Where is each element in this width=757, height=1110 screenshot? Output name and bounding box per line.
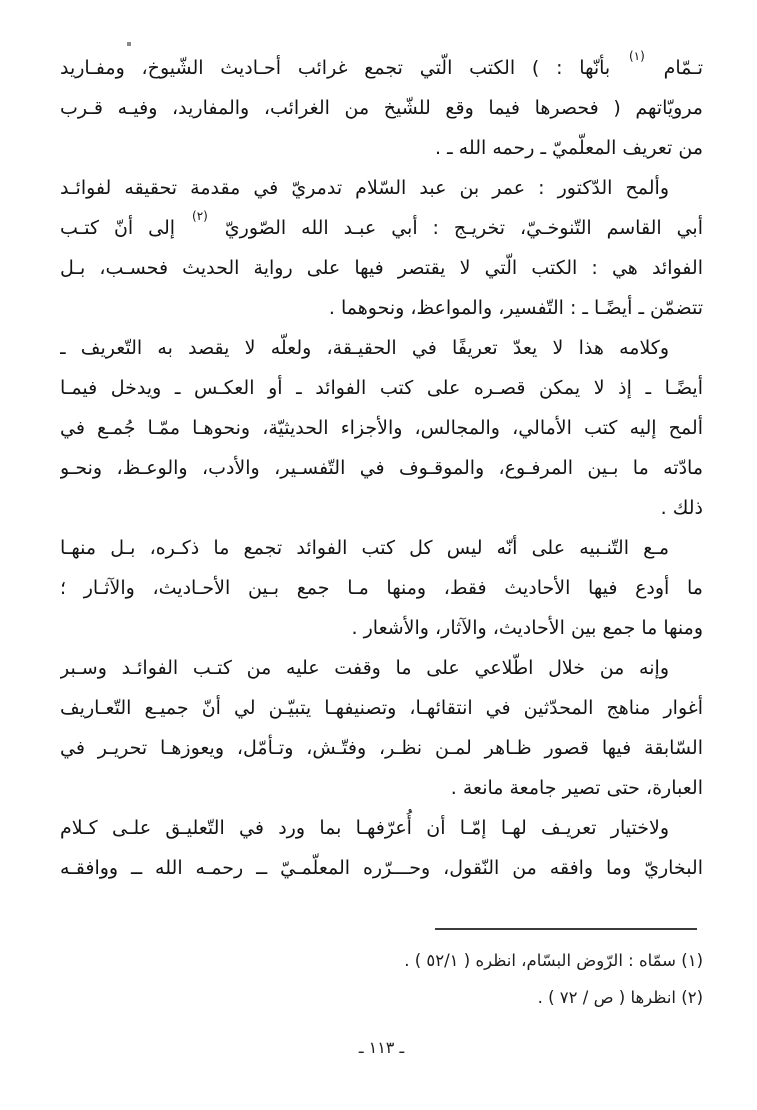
footnote-ref-2: (٢) [192,208,208,223]
body-line-17: أغوار مناهج المحدّثين في انتقائهـا، وتصنيفهـا يتبيّـن لي أنّ جميـع التّعـاريف [60,697,703,719]
page-number: ـ ١١٣ ـ [358,1038,405,1057]
body-line-14: ما أودع فيها الأحاديث فقط، ومنها مـا جمع بـين الأحـاديث، والآثـار ؛ [60,577,703,599]
footnotes-section [60,928,703,1016]
body-line-8: وكلامه هذا لا يعدّ تعريفًا في الحقيـقة، ولعلّه لا يقصد به التّعريف ـ [60,337,669,359]
line-text: تـمّام [646,57,703,79]
body-line-1 [60,48,703,88]
line-text: أبي القاسم التّنوخـيّ، تخريـج : أبي عبـد الله الصّوريّ [209,217,703,239]
line-text: إلى أنّ كتـب [60,217,190,239]
body-line-3: من تعريف المعلّميّ ـ رحمه الله ـ . [435,137,703,159]
body-line-9: أيضًـا ـ إذ لا يمكن قصـره على كتب الفوائد ـ أو العكـس ـ ويدخل فيمـا [60,377,703,399]
body-line-21: البخاريّ وما وافقه من النّقول، وحـــرّره المعلّمـيّ ــ رحمـه الله ــ ووافقـه [60,857,703,879]
body-line-13: مـع التّنـبيه على أنّه ليس كل كتب الفوائد تجمع ما ذكـره، بـل منهـا [60,537,669,559]
footnote-ref-1: (١) [628,48,645,63]
body-line-20: ولاختيار تعريـف لهـا إمّـا أن أُعرّفهـا بما ورد في التّعليـق علـى كـلام [60,817,669,839]
footnote-1: (١) سمّاه : الرّوض البسّام، انظره ( ٥٢/١ ) . [404,951,703,970]
body-line-2: مرويّاتهم ( فحصرها فيما وقع للشّيخ من الغرائب، والمفاريد، وفيـه قـرب [60,97,703,119]
footnote-2: (٢) انظرها ( ص / ٧٢ ) . [537,988,703,1007]
scan-speck [127,42,131,46]
footnote-separator [435,928,697,930]
body-line-10: ألمح إليه كتب الأمالي، والمجالس، والأجزاء الحديثيّة، ونحوهـا ممّـا جُمـع في [60,417,703,439]
body-line-15: ومنها ما جمع بين الأحاديث، والآثار، والأشعار . [351,617,703,639]
body-text [60,48,703,888]
body-line-5 [60,208,703,248]
body-line-4: وألمح الدّكتور : عمر بن عبد السّلام تدمريّ في مقدمة تحقيقه لفوائـد [60,177,669,199]
body-line-6: الفوائد هي : الكتب الّتي لا يقتصر فيها على رواية الحديث فحسـب، بـل [60,257,703,279]
body-line-19: العبارة، حتى تصير جامعة مانعة . [450,777,703,799]
body-line-16: وإنه من خلال اطّلاعي على ما وقفت عليه من كتـب الفوائـد وسـبر [60,657,669,679]
line-text: بأنّها : ) الكتب الّتي تجمع غرائب أحـاديث الشّيوخ، ومفـاريد [60,57,627,79]
body-line-7: تتضمّن ـ أيضًـا ـ : التّفسير، والمواعظ، ونحوهما . [328,297,703,319]
body-line-11: مادّته ما بـين المرفـوع، والموقـوف في التّفسـير، والأدب، والوعـظ، ونحـو [60,457,703,479]
body-line-12: ذلك . [660,497,703,519]
body-line-18: السّابقة فيها قصور ظـاهر لمـن نظـر، وفتّـش، وتـأمّل، ويعوزهـا تحريـر في [60,737,703,759]
